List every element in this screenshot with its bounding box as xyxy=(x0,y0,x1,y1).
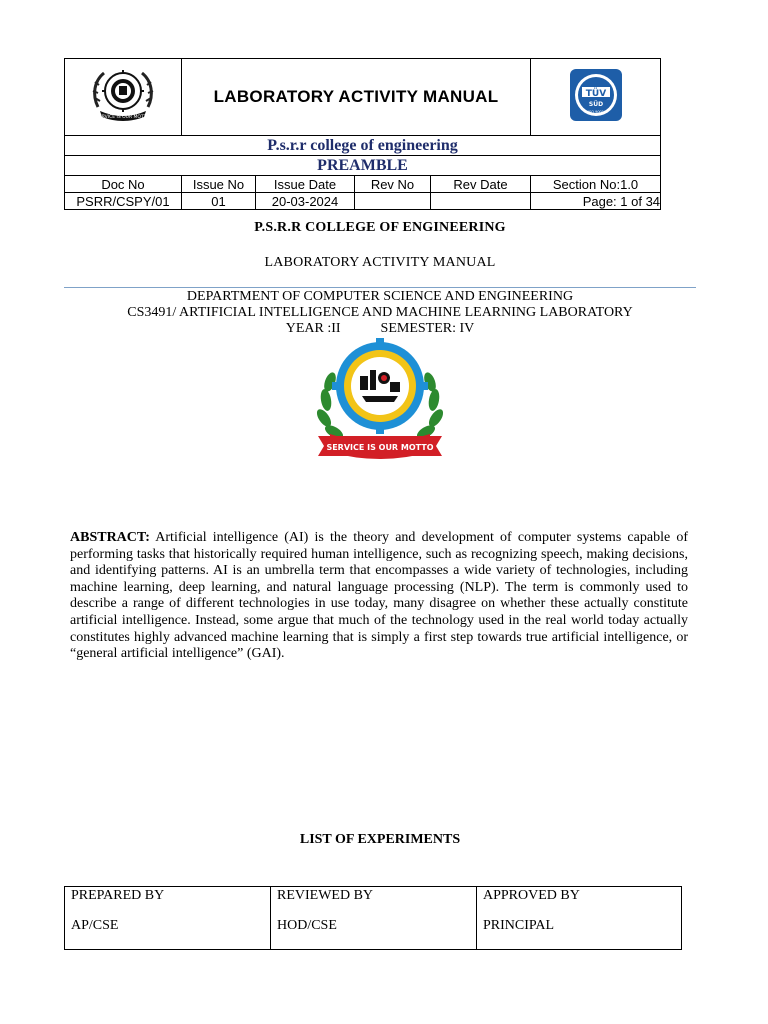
doc-meta-header-row xyxy=(65,176,661,193)
col-section-no: Section No:1.0 xyxy=(531,176,661,193)
prepared-label: PREPARED BY xyxy=(71,888,165,903)
college-emblem-icon xyxy=(312,338,448,462)
doc-meta-value-row xyxy=(65,193,661,210)
college-heading: P.S.R.R COLLEGE OF ENGINEERING xyxy=(254,220,506,235)
issue-no-value: 01 xyxy=(182,193,256,210)
year-label: YEAR :II xyxy=(285,321,341,336)
tuv-cert-cell xyxy=(531,59,661,136)
section-title: PREAMBLE xyxy=(65,156,661,176)
issue-date-value: 20-03-2024 xyxy=(256,193,355,210)
abstract-paragraph xyxy=(70,530,688,663)
abstract-text: Artificial intelligence (AI) is the theory and development of computer systems capable of performing tasks that historically required human intelligence, such as recognizing speech, making decisions, and identifying patterns. AI is an umbrella term that encompasses a wide variety of technologies, including machine learning, deep learning, and natural language processing (NLP). The term is commonly used to describe a range of different technologies in use today, many disagree on whether these actually constitute artificial intelligence. Instead, some argue that much of the technology used in the real world today actually constitutes highly advanced machine learning that is simply a first step towards true artificial intelligence, or “general artificial intelligence” (GAI). xyxy=(70,530,689,662)
divider-rule xyxy=(64,287,696,288)
approved-label: APPROVED BY xyxy=(483,888,580,903)
college-logo-small xyxy=(90,67,156,123)
doc-no-value: PSRR/CSPY/01 xyxy=(65,193,182,210)
prepared-cell xyxy=(65,887,271,950)
abstract-label: ABSTRACT: xyxy=(70,530,150,545)
manual-heading: LABORATORY ACTIVITY MANUAL xyxy=(264,255,496,270)
approved-cell xyxy=(477,887,682,950)
col-issue-no: Issue No xyxy=(182,176,256,193)
list-of-experiments-heading: LIST OF EXPERIMENTS xyxy=(299,832,461,847)
rev-date-value xyxy=(431,193,531,210)
col-doc-no: Doc No xyxy=(65,176,182,193)
year-semester-line xyxy=(64,321,696,337)
svg-text:SERVICE IS OUR MOTTO: SERVICE IS OUR MOTTO xyxy=(96,114,150,120)
reviewed-label: REVIEWED BY xyxy=(277,888,374,903)
course-line: CS3491/ ARTIFICIAL INTELLIGENCE AND MACHINE LEARNING LABORATORY xyxy=(127,305,633,320)
svg-text:SÜD: SÜD xyxy=(588,100,603,108)
reviewed-cell xyxy=(271,887,477,950)
svg-text:TÜV: TÜV xyxy=(585,88,606,99)
document-header xyxy=(64,58,661,209)
approval-table xyxy=(64,886,681,950)
semester-label: SEMESTER: IV xyxy=(380,321,475,336)
tuv-sud-certification-logo xyxy=(566,67,626,123)
svg-text:ISO 9001: ISO 9001 xyxy=(587,109,604,114)
col-rev-date: Rev Date xyxy=(431,176,531,193)
prepared-by-value: AP/CSE xyxy=(71,918,119,933)
manual-title: LABORATORY ACTIVITY MANUAL xyxy=(182,59,531,136)
reviewed-by-value: HOD/CSE xyxy=(277,918,337,933)
college-name-banner: P.s.r.r college of engineering xyxy=(65,136,661,156)
rev-no-value xyxy=(355,193,431,210)
page-number: Page: 1 of 34 xyxy=(531,193,661,210)
department-line: DEPARTMENT OF COMPUTER SCIENCE AND ENGINEERING xyxy=(186,289,574,304)
col-issue-date: Issue Date xyxy=(256,176,355,193)
approved-by-value: PRINCIPAL xyxy=(483,918,555,933)
emblem-motto: SERVICE IS OUR MOTTO xyxy=(326,443,434,452)
college-emblem xyxy=(312,338,448,462)
col-rev-no: Rev No xyxy=(355,176,431,193)
college-logo-cell xyxy=(65,59,182,136)
